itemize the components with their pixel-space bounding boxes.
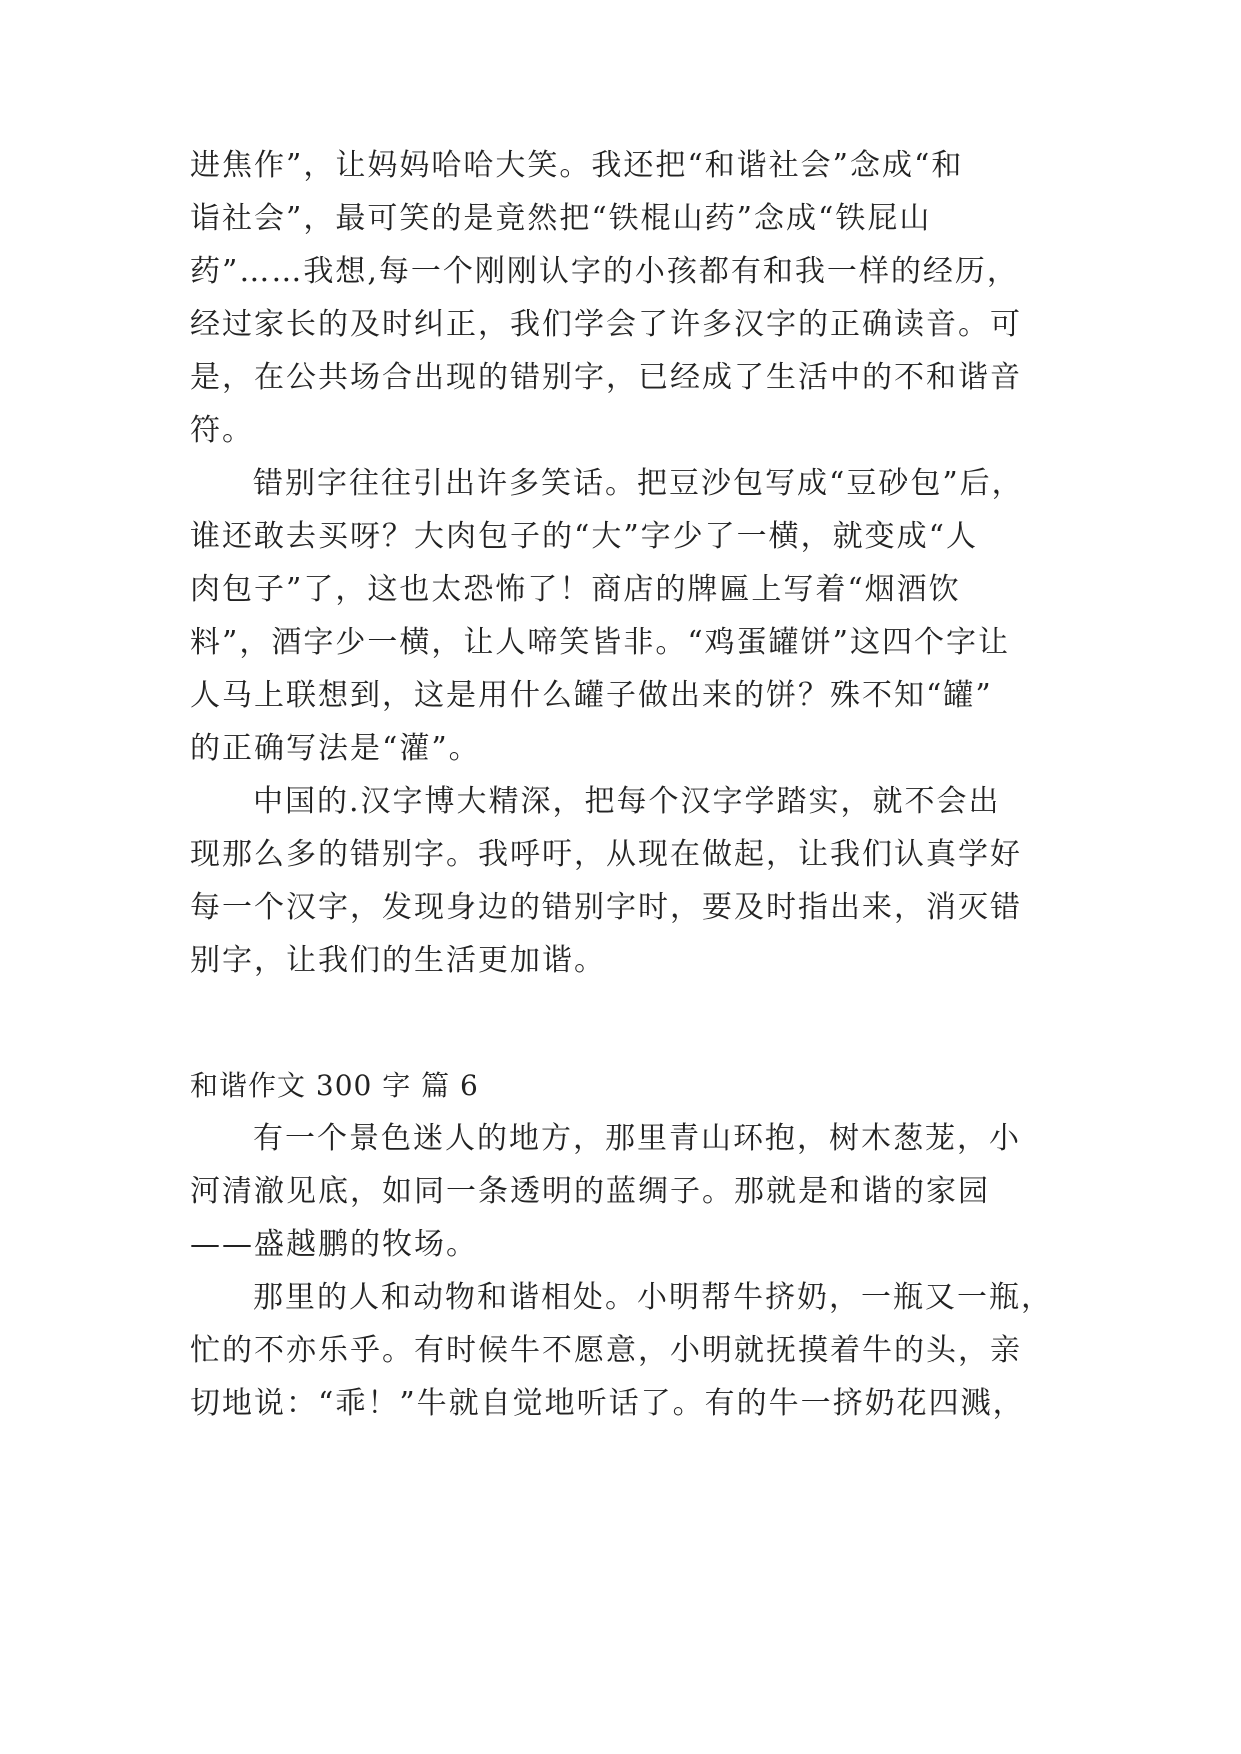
text-line: 药”……我想,每一个刚刚认字的小孩都有和我一样的经历， — [190, 254, 1019, 289]
paragraph-first-line: 有一个景色迷人的地方，那里青山环抱，树木葱茏，小 — [253, 1121, 1021, 1156]
text-line: 经过家长的及时纠正，我们学会了许多汉字的正确读音。可 — [190, 307, 1022, 342]
text-line: 切地说：“乖！”牛就自觉地听话了。有的牛一挤奶花四溅， — [190, 1386, 1025, 1421]
text-line: 人马上联想到，这是用什么罐子做出来的饼？殊不知“罐” — [190, 678, 993, 713]
text-line: 料”，酒字少一横，让人啼笑皆非。“鸡蛋罐饼”这四个字让 — [190, 625, 1011, 660]
text-line: 每一个汉字，发现身边的错别字时，要及时指出来，消灭错 — [190, 890, 1022, 925]
paragraph-first-line: 错别字往往引出许多笑话。把豆沙包写成“豆砂包”后， — [253, 466, 1024, 501]
text-line: ——盛越鹏的牧场。 — [190, 1227, 478, 1262]
text-line: 现那么多的错别字。我呼吁，从现在做起，让我们认真学好 — [190, 837, 1022, 872]
paragraph-first-line: 中国的.汉字博大精深，把每个汉字学踏实，就不会出 — [253, 784, 1001, 819]
text-line: 的正确写法是“灌”。 — [190, 731, 481, 766]
text-line: 诣社会”，最可笑的是竟然把“铁棍山药”念成“铁屁山 — [190, 201, 932, 236]
text-line: 肉包子”了，这也太恐怖了！商店的牌匾上写着“烟酒饮 — [190, 572, 961, 607]
text-line: 河清澈见底，如同一条透明的蓝绸子。那就是和谐的家园 — [190, 1174, 990, 1209]
text-line: 进焦作”，让妈妈哈哈大笑。我还把“和谐社会”念成“和 — [190, 148, 964, 183]
text-line: 谁还敢去买呀？大肉包子的“大”字少了一横，就变成“人 — [190, 519, 979, 554]
paragraph-first-line: 那里的人和动物和谐相处。小明帮牛挤奶，一瓶又一瓶， — [253, 1280, 1053, 1315]
text-line: 忙的不亦乐乎。有时候牛不愿意，小明就抚摸着牛的头，亲 — [190, 1333, 1022, 1368]
text-line: 是，在公共场合出现的错别字，已经成了生活中的不和谐音 — [190, 360, 1022, 395]
text-line: 别字，让我们的生活更加谐。 — [190, 943, 606, 978]
section-heading: 和谐作文 300 字 篇 6 — [190, 1069, 479, 1102]
text-line: 符。 — [190, 413, 254, 448]
